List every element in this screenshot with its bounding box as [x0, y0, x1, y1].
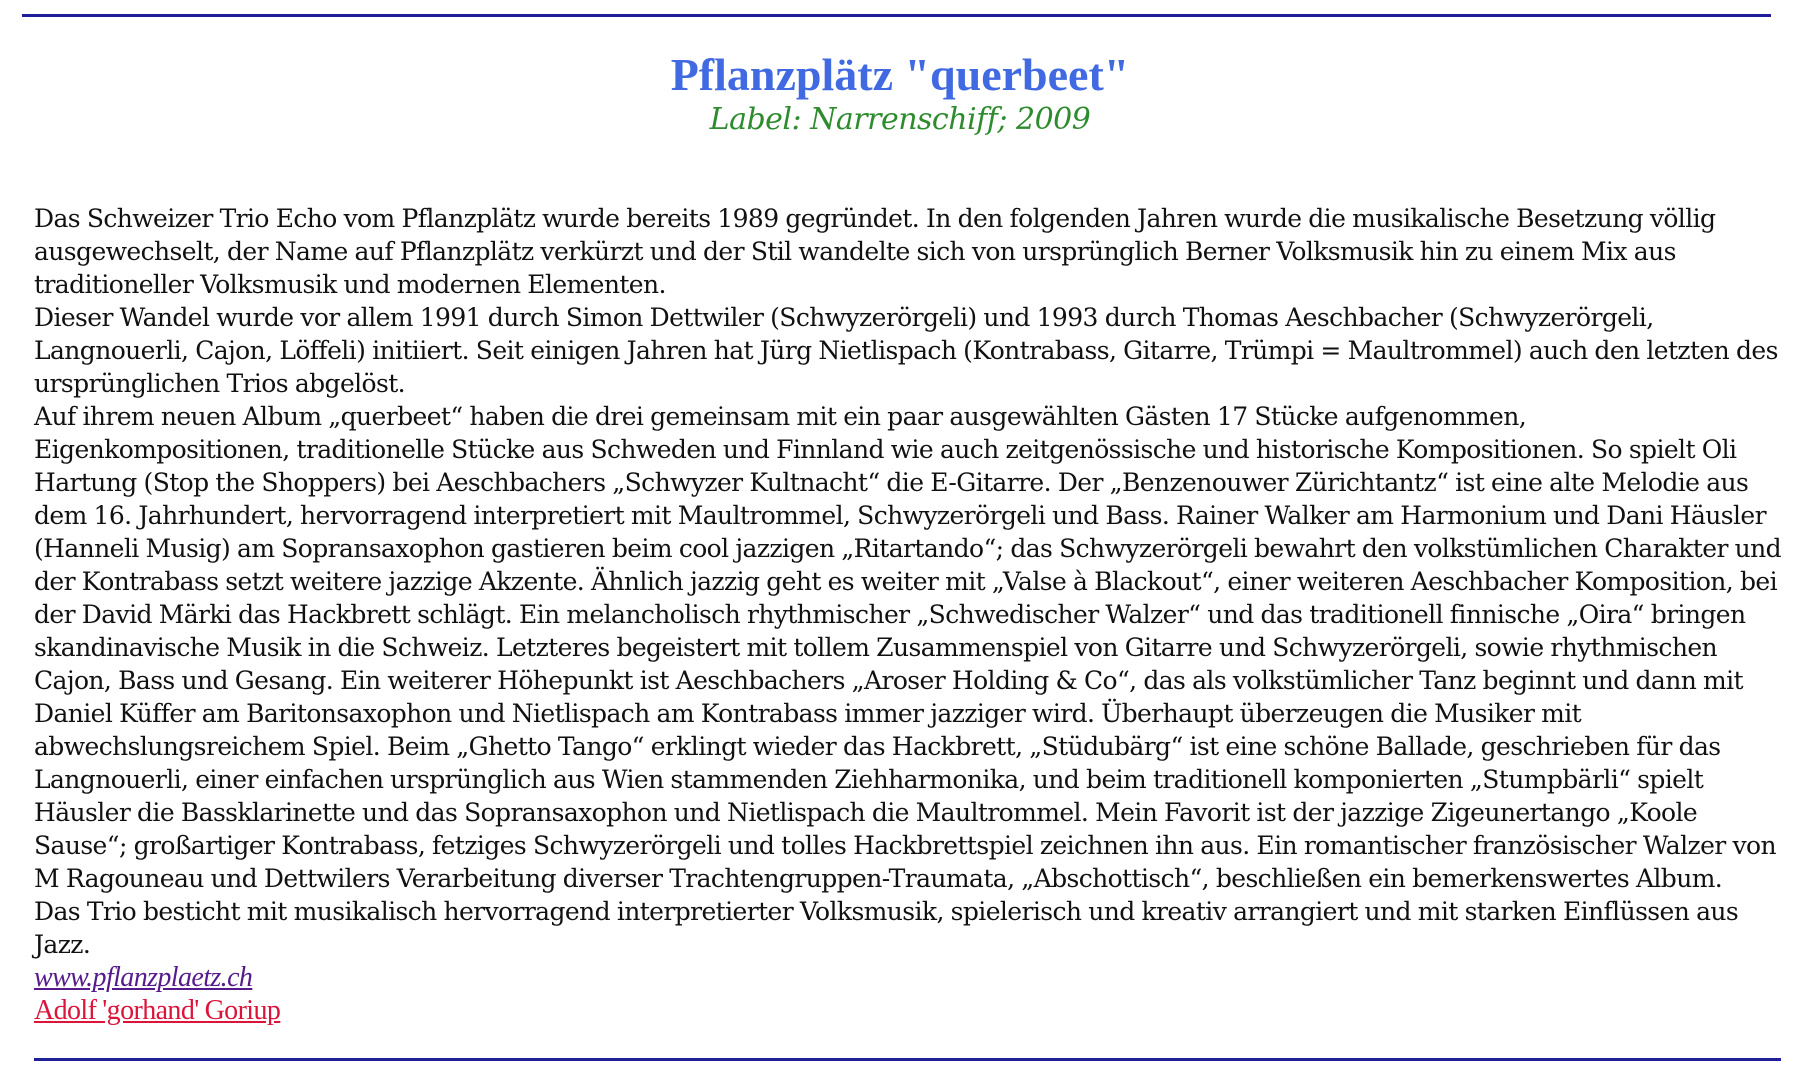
- paragraph-album-review: Auf ihrem neuen Album „querbeet“ haben die drei gemeinsam mit ein paar ausgewählten Gästen 17 Stücke aufgenommen, Eigenkompositionen, traditionelle Stücke aus Schweden und Finnland wie auch zeitgenössische und historische Kompositionen. So spielt Oli Hartung (Stop the Shoppers) bei Aeschbachers „Schwyzer Kultnacht“ die E-Gitarre. Der „Benzenouwer Zürichtantz“ ist eine alte Melodie aus dem 16. Jahrhundert, hervorragend interpretiert mit Maultrommel, Schwyzerörgeli und Bass. Rainer Walker am Harmonium und Dani Häusler (Hanneli Musig) am Sopransaxophon gastieren beim cool jazzigen „Ritartando“; das Schwyzerörgeli bewahrt den volkstümlichen Charakter und der Kontrabass setzt weitere jazzige Akzente. Ähnlich jazzig geht es weiter mit „Valse à Blackout“, einer weiteren Aeschbacher Komposition, bei der David Märki das Hackbrett schlägt. Ein melancholisch rhythmischer „Schwedischer Walzer“ und das traditionell finnische „Oira“ bringen skandinavische Musik in die Schweiz. Letzteres begeistert mit tollem Zusammenspiel von Gitarre und Schwyzerörgeli, sowie rhythmischen Cajon, Bass und Gesang. Ein weiterer Höhepunkt ist Aeschbachers „Aroser Holding & Co“, das als volkstümlicher Tanz beginnt und dann mit Daniel Küffer am Baritonsaxophon und Nietlispach am Kontrabass immer jazziger wird. Überhaupt überzeugen die Musiker mit abwechslungsreichem Spiel. Beim „Ghetto Tango“ erklingt wieder das Hackbrett, „Stüdubärg“ ist eine schöne Ballade, geschrieben für das Langnouerli, einer einfachen ursprünglich aus Wien stammenden Ziehharmonika, und beim traditionell komponierten „Stumpbärli“ spielt Häusler die Bassklarinette und das Sopransaxophon und Nietlispach die Maultrommel. Mein Favorit ist der jazzige Zigeunertango „Koole Sause“; großartiger Kontrabass, fetziges Schwyzerörgeli und tolles Hackbrettspiel zeichnen ihn aus. Ein romantischer französischer Walzer von M Ragouneau und Dettwilers Verarbeitung diverser Trachtengruppen-Traumata, „Abschottisch“, beschließen ein bemerkenswertes Album.: [34, 402, 1782, 893]
- author-link[interactable]: Adolf 'gorhand' Goriup: [34, 995, 281, 1026]
- review-header: [0, 48, 1800, 138]
- review-body: [34, 202, 1786, 1027]
- label-year: Label: Narrenschiff; 2009: [709, 102, 1091, 137]
- bottom-divider: [34, 1058, 1781, 1061]
- paragraph-history: Das Schweizer Trio Echo vom Pflanzplätz wurde bereits 1989 gegründet. In den folgenden Jahren wurde die musikalische Besetzung völlig ausgewechselt, der Name auf Pflanzplätz verkürzt und der Stil wandelte sich von ursprünglich Berner Volksmusik hin zu einem Mix aus traditioneller Volksmusik und modernen Elementen.: [34, 204, 1716, 299]
- album-title: Pflanzplätz "querbeet": [670, 49, 1130, 100]
- paragraph-lineup: Dieser Wandel wurde vor allem 1991 durch Simon Dettwiler (Schwyzerörgeli) und 1993 durch Thomas Aeschbacher (Schwyzerörgeli, Langnouerli, Cajon, Löffeli) initiiert. Seit einigen Jahren hat Jürg Nietlispach (Kontrabass, Gitarre, Trümpi = Maultrommel) auch den letzten des ursprünglichen Trios abgelöst.: [34, 303, 1778, 398]
- band-website-link[interactable]: www.pflanzplaetz.ch: [34, 962, 253, 993]
- top-divider: [22, 14, 1771, 17]
- paragraph-conclusion: Das Trio besticht mit musikalisch hervorragend interpretierter Volksmusik, spielerisch und kreativ arrangiert und mit starken Einflüssen aus Jazz.: [34, 897, 1739, 959]
